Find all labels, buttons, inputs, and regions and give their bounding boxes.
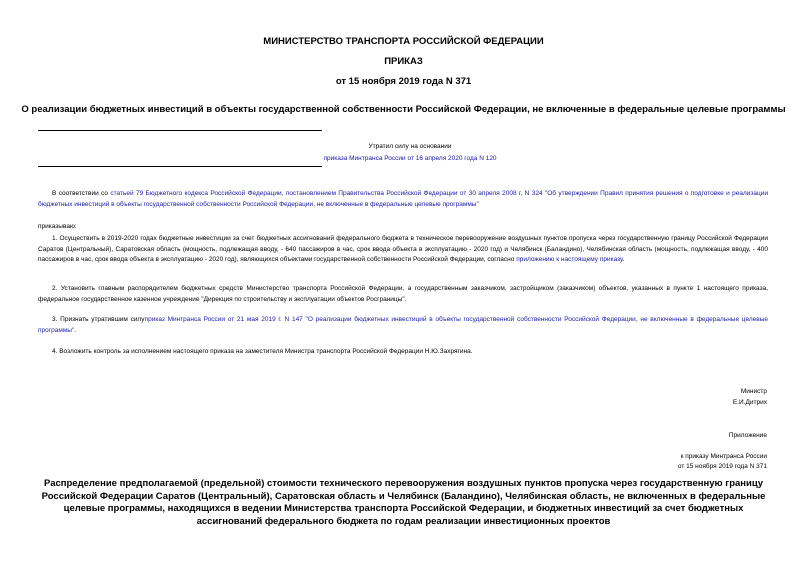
appendix-ref: к приказу Минтранса России (680, 452, 767, 460)
order-heading: ПРИКАЗ (384, 56, 423, 67)
document-title: О реализации бюджетных инвестиций в объекты государственной собственности Российской Федерации, не включенные в федеральные целевые программы (21, 104, 786, 115)
appendix-link[interactable]: приложению к настоящему приказу (516, 256, 623, 263)
ministry-heading: МИНИСТЕРСТВО ТРАНСПОРТА РОССИЙСКОЙ ФЕДЕРАЦИИ (263, 36, 544, 47)
paragraph-3 (38, 315, 768, 336)
divider-bottom (38, 166, 322, 167)
lost-force-text: Утратил силу на основании (368, 143, 452, 150)
paragraph-2: 2. Установить главным распорядителем бюджетных средств Министерство транспорта Российской Федерации, а государственным заказчиком, застройщиком (заказчиком) объектов, указанных в пункте 1 настоящего приказа, федеральное государственное казенное учреждение "Дирекция по строительству и эксплуатации объектов Росграницы". (38, 285, 768, 303)
signature-position: Министр (740, 388, 767, 395)
status-note (290, 141, 530, 165)
paragraph-1-text: 1. Осуществить в 2019-2020 годах бюджетные инвестиции за счет бюджетных ассигнований федерального бюджета в техническое перевооружение воздушных пунктов пропуска через государственную границу Российской Федерации Саратов (Центральный), Саратовская область (мощность, подлежащая вводу, - 640 пассажиров в час, срок ввода объекта в эксплуатацию - 2020 год) и Челябинск (Баландино), Челябинская область (мощность, подлежащая вводу, - 400 пассажиров в час, срок ввода объекта в эксплуатацию - 2020 год), являющихся объектами государственной собственности Российской Федерации, согласно (38, 235, 768, 263)
signature-block (567, 387, 767, 408)
paragraph-3-end: . (74, 326, 77, 334)
intro-paragraph (38, 189, 768, 210)
budget-code-link[interactable]: статьей 79 Бюджетного кодекса Российской Федерации (110, 190, 282, 197)
repealed-order-link[interactable]: приказ Минтранса России от 21 мая 2019 г. N 147 "О реализации бюджетных инвестиций в объекты государственной собственности Российской Федерации, не включенные в федеральные целевые программы" (38, 316, 769, 334)
appendix-date: от 15 ноября 2019 года N 371 (677, 463, 767, 470)
lost-force-link[interactable]: приказа Минтранса России от 16 апреля 2020 года N 120 (323, 155, 497, 162)
paragraph-1 (38, 234, 768, 266)
appendix-title: Распределение предполагаемой (предельной) стоимости технического перевооружения воздушных пунктов пропуска через государственную границу Российской Федерации Саратов (Центральный), Саратовская область и Челябинск (Баландино), Челябинская область, не включенных в федеральные целевые программы, находящихся в ведении Министерства транспорта Российской Федерации, и бюджетных инвестиций за счет бюджетных ассигнований федерального бюджета по годам реализации инвестиционных проектов (41, 478, 766, 527)
orders-label: приказываю: (38, 223, 77, 230)
order-date: от 15 ноября 2019 года N 371 (335, 76, 472, 87)
government-decree-link[interactable]: постановлением Правительства Российской Федерации от 30 апреля 2008 г. N 324 "Об утверждении Правил принятия решения о подготовке и реализации бюджетных инвестиций в объекты государственной собственности Российской Федерации, не включенные в федеральные целевые программы" (38, 190, 768, 208)
appendix-label: Приложение (728, 432, 767, 439)
intro-text-2: , (281, 190, 286, 197)
intro-text-1: В соответствии со (52, 190, 111, 197)
appendix-header (567, 431, 767, 473)
signature-name: Е.И.Дитрих (732, 398, 767, 406)
paragraph-1-end: . (622, 256, 625, 263)
paragraph-3-text: 3. Признать утратившим силу (52, 316, 145, 323)
divider-top (38, 130, 322, 131)
paragraph-4: 4. Возложить контроль за исполнением настоящего приказа на заместителя Министра транспорта Российской Федерации Н.Ю.Захрягина. (52, 348, 473, 355)
